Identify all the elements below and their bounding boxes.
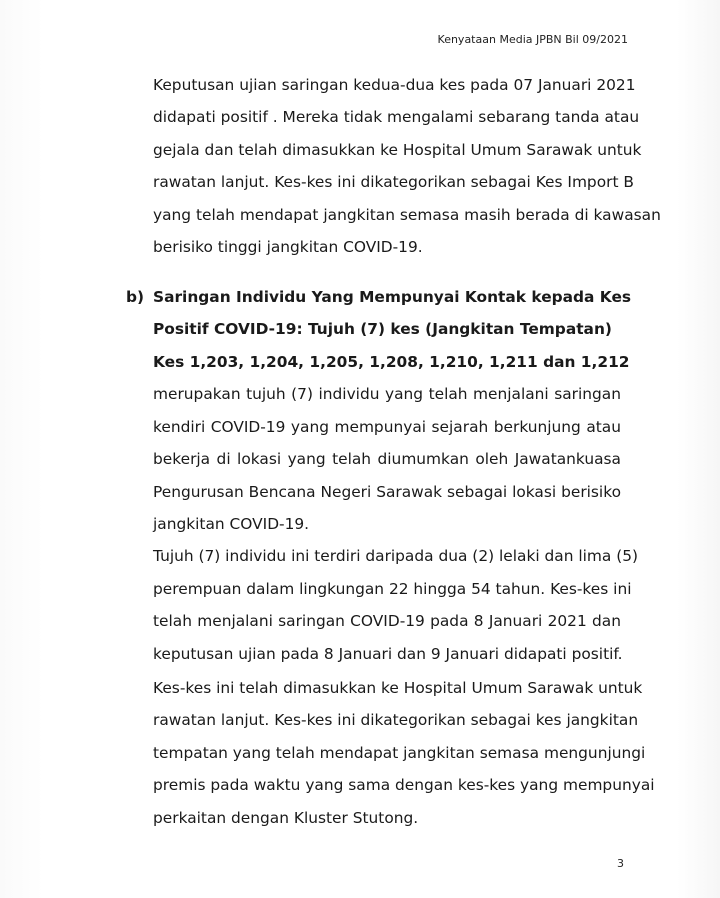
paragraph-line: jangkitan COVID-19.	[153, 515, 310, 534]
paragraph-line: tempatan yang telah mendapat jangkitan semasa mengunjungi	[153, 743, 646, 762]
case-numbers-line: Kes 1,203, 1,204, 1,205, 1,208, 1,210, 1,211 dan 1,212	[153, 353, 630, 371]
paragraph-line: Tujuh (7) individu ini terdiri daripada dua (2) lelaki dan lima (5)	[153, 547, 639, 566]
paragraph-line: rawatan lanjut. Kes-kes ini dikategorikan sebagai kes jangkitan	[153, 711, 639, 730]
paragraph-2	[153, 346, 639, 670]
paragraph-line: telah menjalani saringan COVID-19 pada 8 Januari 2021 dan	[153, 612, 621, 631]
paragraph-1	[153, 69, 661, 263]
paragraph-line: didapati positif . Mereka tidak mengalami sebarang tanda atau	[153, 108, 640, 127]
paragraph-line: Pengurusan Bencana Negeri Sarawak sebagai lokasi berisiko	[153, 482, 621, 501]
paragraph-line: perkaitan dengan Kluster Stutong.	[153, 808, 419, 827]
paragraph-line: yang telah mendapat jangkitan semasa masih berada di kawasan	[153, 205, 661, 224]
section-title-line: Saringan Individu Yang Mempunyai Kontak kepada Kes	[153, 288, 632, 306]
paragraph-line: rawatan lanjut. Kes-kes ini dikategorikan sebagai Kes Import B	[153, 173, 634, 192]
paragraph-line: premis pada waktu yang sama dengan kes-kes yang mempunyai	[153, 776, 655, 795]
paragraph-line: bekerja di lokasi yang telah diumumkan oleh Jawatankuasa	[153, 450, 621, 469]
paragraph-line: keputusan ujian pada 8 Januari dan 9 Januari didapati positif.	[153, 644, 623, 663]
paragraph-line: Keputusan ujian saringan kedua-dua kes pada 07 Januari 2021	[153, 76, 636, 94]
paragraph-3	[153, 672, 655, 834]
section-label: b)	[126, 288, 145, 306]
paragraph-line: perempuan dalam lingkungan 22 hingga 54 tahun. Kes-kes ini	[153, 579, 632, 598]
section-title-line: Positif COVID-19: Tujuh (7) kes (Jangkitan Tempatan)	[153, 320, 612, 339]
paragraph-line: gejala dan telah dimasukkan ke Hospital Umum Sarawak untuk	[153, 140, 642, 159]
paragraph-line: berisiko tinggi jangkitan COVID-19.	[153, 238, 423, 257]
paragraph-line: kendiri COVID-19 yang mempunyai sejarah berkunjung atau	[153, 417, 621, 436]
page-number: 3	[617, 857, 624, 870]
section-title	[153, 281, 632, 346]
paragraph-line: merupakan tujuh (7) individu yang telah menjalani saringan	[153, 385, 621, 404]
paragraph-line: Kes-kes ini telah dimasukkan ke Hospital Umum Sarawak untuk	[153, 679, 643, 697]
page-header: Kenyataan Media JPBN Bil 09/2021	[437, 33, 628, 46]
